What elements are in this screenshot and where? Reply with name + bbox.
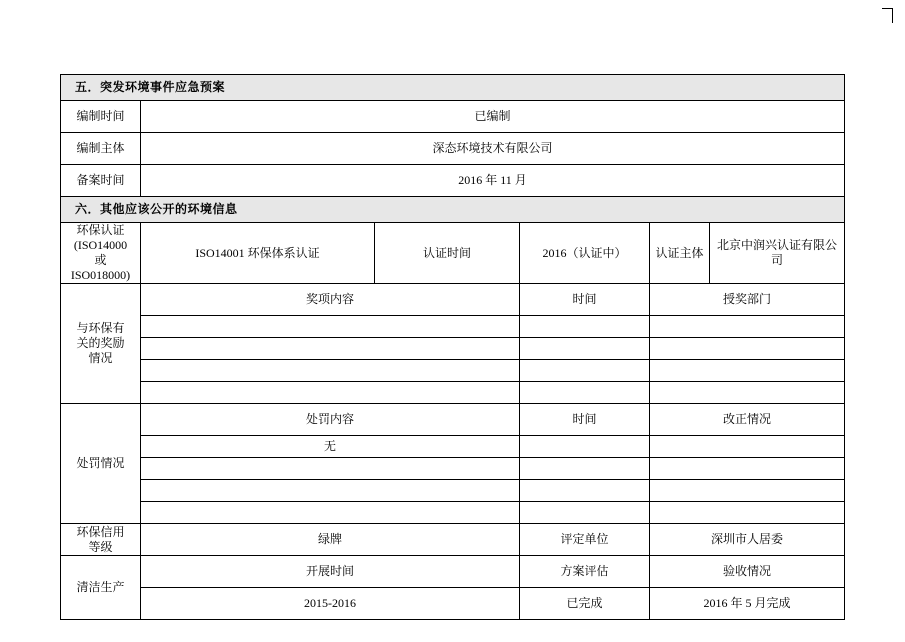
header-acceptance-status: 验收情况 <box>650 556 845 588</box>
header-plan-evaluation: 方案评估 <box>520 556 650 588</box>
section-six-header-row <box>61 197 845 223</box>
penalty-row <box>61 458 845 480</box>
header-penalty-time: 时间 <box>520 404 650 436</box>
label-environment-certification <box>61 223 141 284</box>
value-plan-evaluation: 已完成 <box>520 588 650 620</box>
header-award-department: 授奖部门 <box>650 284 845 316</box>
penalty-content-cell <box>141 502 520 524</box>
penalty-header-row <box>61 404 845 436</box>
credit-row <box>61 524 845 556</box>
label-penalty: 处罚情况 <box>61 404 141 524</box>
value-environment-credit: 绿牌 <box>141 524 520 556</box>
header-penalty-correction: 改正情况 <box>650 404 845 436</box>
label-compile-subject: 编制主体 <box>61 133 141 165</box>
penalty-time-cell <box>520 458 650 480</box>
penalty-correction-cell <box>650 502 845 524</box>
label-filing-time: 备案时间 <box>61 165 141 197</box>
cert-label-line-1: 环保认证 <box>76 223 125 237</box>
penalty-time-cell <box>520 480 650 502</box>
award-content-cell <box>141 360 520 382</box>
penalty-content-cell <box>141 458 520 480</box>
header-cleaner-start-time: 开展时间 <box>141 556 520 588</box>
value-acceptance-status: 2016 年 5 月完成 <box>650 588 845 620</box>
document-page <box>60 74 844 620</box>
certification-row <box>61 223 845 284</box>
header-penalty-content: 处罚内容 <box>141 404 520 436</box>
value-certification-time: 2016（认证中） <box>520 223 650 284</box>
header-award-time: 时间 <box>520 284 650 316</box>
award-content-cell <box>141 316 520 338</box>
penalty-row <box>61 502 845 524</box>
cert-label-line-3: 或 <box>94 253 107 267</box>
page-corner-mark <box>882 8 893 23</box>
table-row <box>61 101 845 133</box>
penalty-correction-cell <box>650 436 845 458</box>
cleaner-production-header-row <box>61 556 845 588</box>
awards-row <box>61 316 845 338</box>
penalty-row <box>61 480 845 502</box>
section-five-header-row <box>61 75 845 101</box>
award-content-cell <box>141 382 520 404</box>
credit-label-line-2: 等级 <box>88 539 113 554</box>
penalty-correction-cell <box>650 458 845 480</box>
cleaner-production-value-row <box>61 588 845 620</box>
label-certification-subject: 认证主体 <box>650 223 710 284</box>
penalty-content-cell: 无 <box>141 436 520 458</box>
award-department-cell <box>650 360 845 382</box>
section-six-heading: 六．其他应该公开的环境信息 <box>61 197 845 223</box>
award-time-cell <box>520 338 650 360</box>
value-credit-rater: 深圳市人居委 <box>650 524 845 556</box>
penalty-correction-cell <box>650 480 845 502</box>
label-certification-time: 认证时间 <box>375 223 520 284</box>
awards-row <box>61 382 845 404</box>
table-row <box>61 165 845 197</box>
section-five-heading: 五．突发环境事件应急预案 <box>61 75 845 101</box>
award-time-cell <box>520 316 650 338</box>
awards-row <box>61 360 845 382</box>
header-award-content: 奖项内容 <box>141 284 520 316</box>
penalty-content-cell <box>141 480 520 502</box>
award-department-cell <box>650 382 845 404</box>
award-time-cell <box>520 382 650 404</box>
table-row <box>61 133 845 165</box>
credit-label-line-1: 环保信用 <box>76 524 125 539</box>
value-compile-time: 已编制 <box>141 101 845 133</box>
value-compile-subject: 深态环境技术有限公司 <box>141 133 845 165</box>
award-department-cell <box>650 316 845 338</box>
penalty-time-cell <box>520 502 650 524</box>
penalty-row <box>61 436 845 458</box>
awards-header-row <box>61 284 845 316</box>
awards-label-line-3: 情况 <box>88 351 113 365</box>
value-certification-subject: 北京中润兴认证有限公司 <box>710 223 845 284</box>
value-certification-type: ISO14001 环保体系认证 <box>141 223 375 284</box>
award-department-cell <box>650 338 845 360</box>
awards-row <box>61 338 845 360</box>
value-cleaner-start-time: 2015-2016 <box>141 588 520 620</box>
awards-label-line-1: 与环保有 <box>76 321 125 335</box>
label-environment-credit <box>61 524 141 556</box>
label-cleaner-production: 清洁生产 <box>61 556 141 620</box>
penalty-time-cell <box>520 436 650 458</box>
cert-label-line-4: ISO018000) <box>70 268 131 282</box>
value-filing-time: 2016 年 11 月 <box>141 165 845 197</box>
environment-disclosure-table <box>60 74 845 620</box>
label-awards <box>61 284 141 404</box>
cert-label-line-2: (ISO14000 <box>73 238 128 252</box>
awards-label-line-2: 关的奖励 <box>76 336 125 350</box>
label-credit-rater: 评定单位 <box>520 524 650 556</box>
award-content-cell <box>141 338 520 360</box>
award-time-cell <box>520 360 650 382</box>
label-compile-time: 编制时间 <box>61 101 141 133</box>
